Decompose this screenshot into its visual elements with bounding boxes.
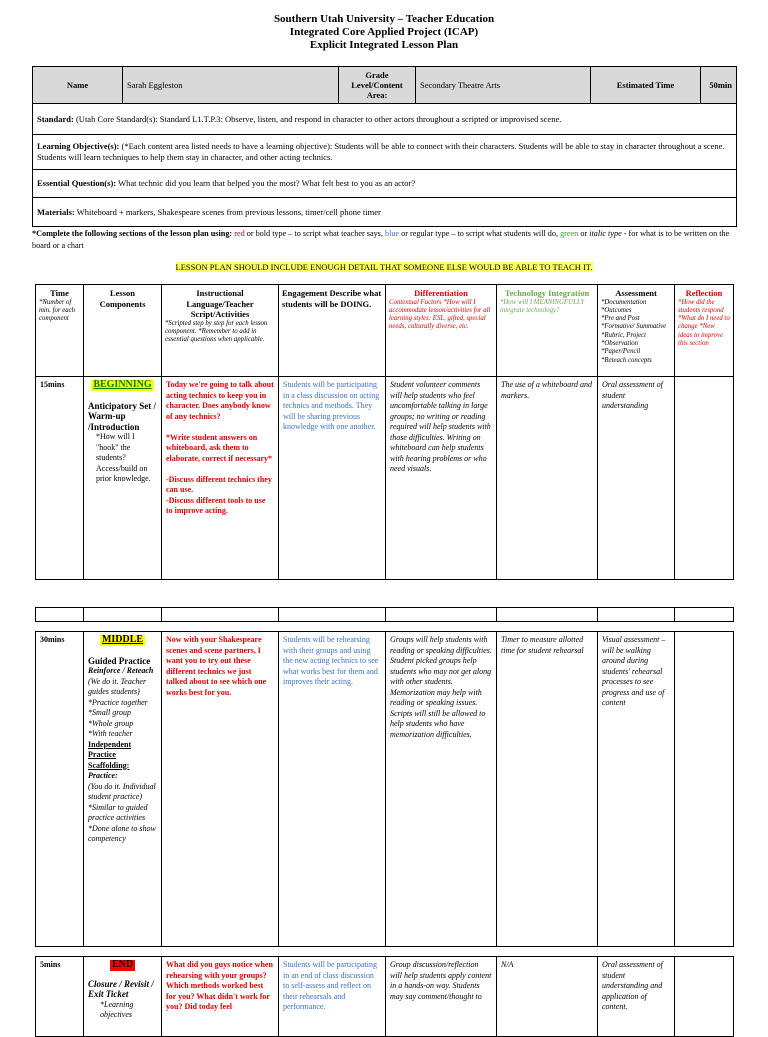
middle-instruction: Now with your Shakespeare scenes and scene partners, I want you to try out these different technics we just talked about to see which one works best for you. [162, 632, 279, 947]
col-technology [497, 285, 598, 377]
project-title: Integrated Core Applied Project (ICAP) [289, 26, 479, 38]
practice-label: Practice: [88, 771, 118, 780]
end-table [35, 956, 734, 1037]
beginning-reflection [675, 377, 734, 580]
end-title: Closure / Revisit / Exit Ticket [88, 978, 154, 999]
col-instruction-note: *Scripted step by step for each lesson component. *Remember to add in essential questions when applicable. [165, 319, 268, 344]
practice-line-2: *Similar to guided practice activities [88, 802, 148, 822]
guided-line-1: (We do it. Teacher guides students) [88, 676, 147, 696]
detail-banner [0, 262, 768, 272]
color-key-note [32, 228, 742, 252]
end-assessment: Oral assessment of student understanding and application of content. [598, 957, 675, 1037]
question-text: What technic did you learn that helped you the most? What felt best to you as an actor? [118, 178, 416, 188]
question-label: Essential Question(s): [37, 178, 117, 188]
lesson-plan-table [35, 284, 734, 580]
beginning-row [36, 377, 734, 580]
col-time-note: *Number of min. for each component [39, 298, 76, 323]
end-differentiation: Group discussion/reflection will help students apply content in a hands-on way. Students may say comment/thought to [386, 957, 497, 1037]
objective-label: Learning Objective(s): [37, 141, 120, 151]
middle-row [36, 632, 734, 947]
guided-line-4: *Whole group [88, 718, 134, 728]
note-red: red [234, 229, 245, 238]
practice-line-3: *Done alone to show competency [88, 823, 156, 843]
beginning-instr-1: Today we're going to talk about acting technics to keep you in character. Does anybody know of any technics? [166, 380, 274, 421]
assess-note-1: *Documentation [601, 298, 647, 306]
materials-label: Materials: [37, 206, 75, 217]
guided-line-5: *With teacher [88, 729, 133, 738]
middle-assessment: Visual assessment – will be walking around during students' rehearsal processes to see progress and use of content [598, 632, 675, 947]
blank-cell [598, 608, 675, 622]
beginning-technology: The use of a whiteboard and markers. [497, 377, 598, 580]
middle-technology: Timer to measure allotted time for student rehearsal [497, 632, 598, 947]
grade-label: Grade Level/Content Area: [339, 67, 416, 104]
blank-cell [675, 608, 734, 622]
col-differentiation-note: Contextual Factors *How will I accommodate lesson/activities for all learning styles: ESL, gifted, special needs, culturally diverse, etc. [389, 298, 491, 331]
end-component [84, 957, 162, 1037]
standard-row [33, 104, 737, 135]
col-reflection-note: *How did the students respond *What do I need to change *New ideas to improve this section [678, 298, 730, 347]
scaffolding-label: Scaffolding: [88, 760, 130, 770]
middle-engagement: Students will be rehearsing with their groups and using the new acting technics to see what works best for them and improves their acting. [279, 632, 386, 947]
col-time [36, 285, 84, 377]
end-time: 5mins [36, 957, 84, 1037]
col-technology-note: *How will I MEANINGFULLY integrate technology? [500, 298, 585, 314]
beginning-instr-4: -Discuss different tools to use to improve acting. [166, 495, 266, 515]
name-label: Name [33, 67, 123, 104]
note-part-1: *Complete the following sections of the lesson plan using: [32, 229, 235, 238]
beginning-line-2: Access/build on prior knowledge. [96, 463, 151, 483]
document-header [0, 13, 768, 52]
blank-cell [386, 608, 497, 622]
col-lesson [84, 285, 162, 377]
time-label: Estimated Time [591, 67, 701, 104]
note-green: green [560, 229, 579, 238]
col-engagement-label: Engagement Describe what students will be DOING. [282, 288, 382, 309]
middle-tag: MIDDLE [101, 634, 144, 645]
name-value: Sarah Eggleston [123, 67, 339, 104]
standard-label: Standard: [37, 113, 74, 124]
blank-cell [162, 608, 279, 622]
materials-text: Whiteboard + markers, Shakespeare scenes from previous lessons, timer/cell phone timer [76, 206, 381, 217]
middle-reflection [675, 632, 734, 947]
grade-value: Secondary Theatre Arts [416, 67, 591, 104]
note-blue: blue [384, 229, 400, 238]
blank-row [36, 608, 734, 622]
beginning-engagement: Students will be participating in a class discussion on acting technics and methods. They will be sharing previous knowledge with one another. [279, 377, 386, 580]
beginning-component [84, 377, 162, 580]
end-line-1: *Learning objectives [100, 999, 134, 1019]
middle-table [35, 631, 734, 947]
beginning-time: 15mins [36, 377, 84, 580]
end-technology: N/A [497, 957, 598, 1037]
col-time-label: Time [50, 288, 69, 298]
blank-cell [84, 608, 162, 622]
end-engagement: Students will be participating in an end of class discussion to self-assess and reflect on their rehearsals and performance. [279, 957, 386, 1037]
standard-text: (Utah Core Standard(s): Standard L1.T.P.3: Observe, listen, and respond in character to other actors throughout a scripted or improvised scene. [75, 113, 562, 124]
beginning-title: Anticipatory Set / Warm-up /Introduction [88, 400, 156, 432]
guided-line-3: *Small group [88, 708, 132, 717]
note-part-2: or bold type – to script what teacher says, [244, 229, 385, 238]
assess-note-7: *Paper/Pencil [601, 348, 641, 356]
guided-practice-label: Guided Practice [88, 655, 151, 666]
col-reflection [675, 285, 734, 377]
blank-cell [279, 608, 386, 622]
beginning-line-1: *How will I "hook" the students? [96, 432, 135, 462]
assess-note-3: *Pre and Post [601, 315, 640, 323]
note-italic: italic type [589, 229, 622, 238]
col-instruction [162, 285, 279, 377]
beginning-instruction [162, 377, 279, 580]
col-technology-label: Technology Integration [504, 288, 590, 298]
question-row [33, 170, 737, 198]
assess-note-2: *Outcomes [601, 306, 632, 314]
end-row [36, 957, 734, 1037]
blank-row-table [35, 607, 734, 622]
beginning-tag: BEGINNING [93, 379, 152, 390]
beginning-assessment: Oral assessment of student understanding [598, 377, 675, 580]
beginning-instr-3: -Discuss different technics they can use. [166, 474, 272, 494]
beginning-instr-2: *Write student answers on whiteboard, ask them to elaborate, correct if necessary* [166, 432, 273, 463]
assess-note-8: *Reteach concepts [601, 356, 652, 364]
info-table [32, 66, 737, 227]
middle-differentiation: Groups will help students with reading or speaking difficulties. Student picked groups help students who may not get along with other students. Memorization may help with reading or speaking issues. Scripts will still be allowed to help students who have memorization difficulties. [386, 632, 497, 947]
end-instruction: What did you guys notice when rehearsing with your groups? Which methods worked best for you? What didn't work for you? Did today feel [162, 957, 279, 1037]
objective-row [33, 135, 737, 170]
end-tag: END [111, 959, 134, 970]
col-differentiation [386, 285, 497, 377]
middle-time: 30mins [36, 632, 84, 947]
banner-text: LESSON PLAN SHOULD INCLUDE ENOUGH DETAIL THAT SOMEONE ELSE WOULD BE ABLE TO TEACH IT. [175, 262, 593, 272]
note-part-4: or [578, 229, 590, 238]
middle-component [84, 632, 162, 947]
independent-practice-label: Independent Practice [88, 739, 132, 759]
beginning-differentiation: Student volunteer comments will help students who feel uncomfortable talking in large groups; no writing or reading required will help students with those difficulties. Writing on whiteboard can help students with hearing problems or who need visuals. [386, 377, 497, 580]
assess-note-4: *Formative/ Summative [601, 323, 667, 331]
reinforce-label: Reinforce / Reteach [88, 666, 154, 675]
practice-line-1: (You do it. Individual student practice) [88, 781, 156, 801]
col-lesson-label: Lesson Components [99, 288, 146, 309]
end-reflection [675, 957, 734, 1037]
col-engagement [279, 285, 386, 377]
time-value: 50min [701, 67, 737, 104]
blank-cell [36, 608, 84, 622]
assess-note-6: *Observation [601, 339, 639, 347]
materials-row [33, 198, 737, 227]
col-assessment [598, 285, 675, 377]
note-part-5: - for what is to be written on the board or a chart [32, 229, 730, 250]
plan-title: Explicit Integrated Lesson Plan [309, 39, 459, 51]
col-assessment-label: Assessment [615, 288, 657, 298]
note-part-3: or regular type – to script what students will do, [399, 229, 561, 238]
objective-text: (*Each content area listed needs to have a learning objective): Students will be able to connect with their characters. Students will be able to stay in character throughout a scene. Students will learn techniques to help them stay in character, and other acting technics. [37, 141, 725, 162]
guided-line-2: *Practice together [88, 697, 148, 707]
university-title: Southern Utah University – Teacher Education [273, 13, 495, 25]
col-reflection-label: Reflection [685, 288, 723, 298]
assess-note-5: *Rubric, Project [601, 331, 647, 339]
col-differentiation-label: Differentiation [414, 288, 468, 298]
col-instruction-label: Instructional Language/Teacher Script/Activities [186, 288, 254, 319]
blank-cell [497, 608, 598, 622]
